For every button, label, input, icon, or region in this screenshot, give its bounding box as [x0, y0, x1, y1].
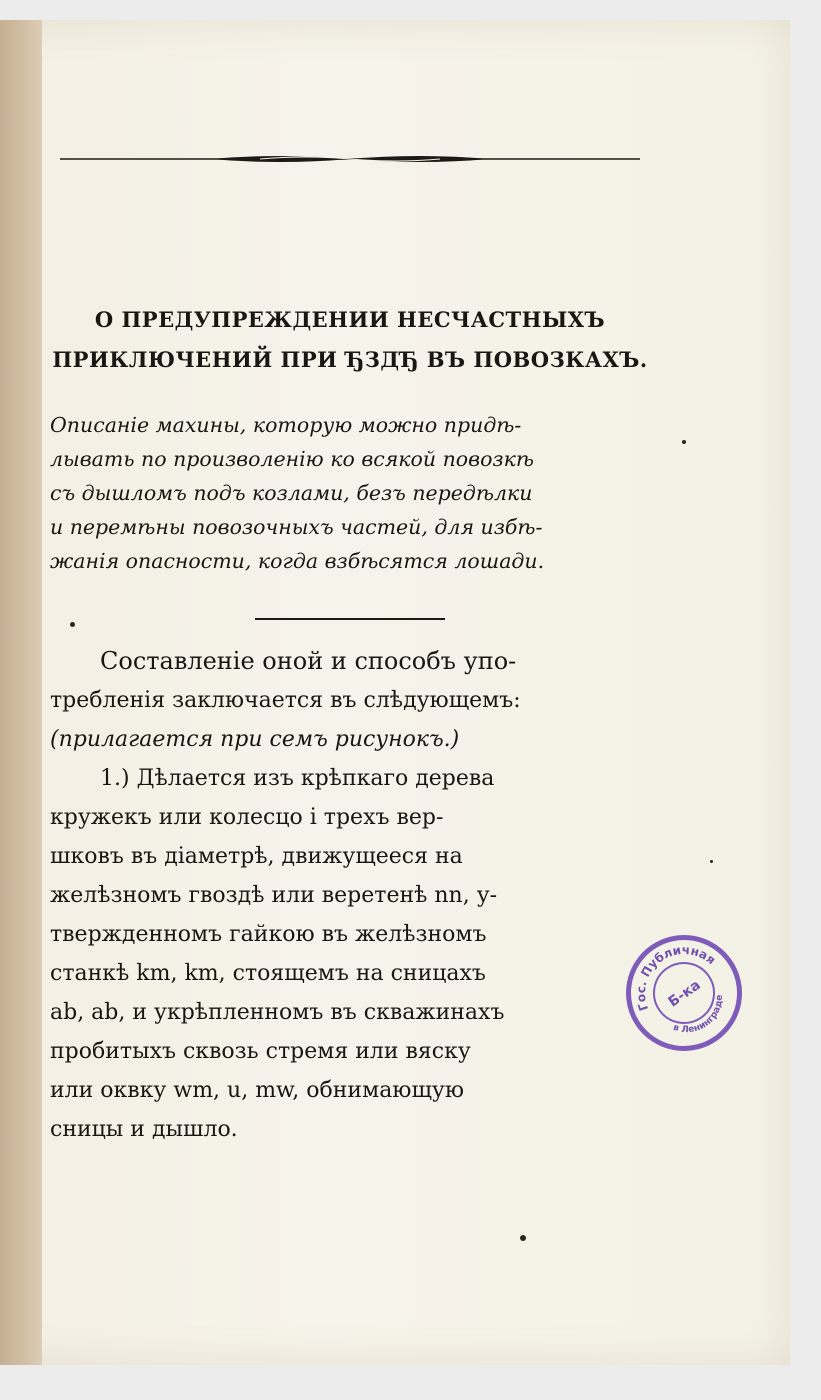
paper-speck	[682, 440, 686, 444]
ornamental-rule	[60, 152, 640, 166]
body-text	[50, 642, 650, 1149]
stamp-text-outer: Гос. Публичная	[633, 942, 719, 1013]
intro-line: (прилагается при семъ рисунокъ.)	[50, 727, 460, 752]
title-line-2: ПРИКЛЮЧЕНИЙ ПРИ ЂЗДЂ ВЪ ПОВОЗКАХЪ.	[52, 347, 648, 372]
intro-line: требленія заключается въ слѣдующемъ:	[50, 688, 521, 713]
paragraph-line: ab, ab, и укрѣпленномъ въ скважинахъ	[50, 1000, 505, 1025]
page-title	[50, 300, 650, 380]
page-content	[50, 300, 650, 1149]
stamp-text-bottom: в Ленинграде	[671, 994, 725, 1036]
paragraph-line: пробитыхъ сквозь стремя или вяску	[50, 1039, 471, 1064]
section-divider	[255, 618, 445, 620]
subtitle-line: жанія опасности, когда взбѣсятся лошади.	[50, 549, 545, 573]
subtitle-description	[50, 408, 650, 578]
paragraph-line: шковъ въ діаметрѣ, движущееся на	[50, 844, 463, 869]
paragraph-line: сницы и дышло.	[50, 1117, 238, 1142]
paper-speck	[520, 1235, 526, 1241]
subtitle-line: и перемѣны повозочныхъ частей, для избѣ-	[50, 515, 543, 539]
title-line-1: О ПРЕДУПРЕЖДЕНИИ НЕСЧАСТНЫХЪ	[94, 307, 606, 332]
intro-line: Составленіе оной и способъ упо-	[100, 647, 517, 675]
paragraph-line: 1.) Дѣлается изъ крѣпкаго дерева	[100, 766, 495, 791]
page-binding-edge	[0, 20, 42, 1365]
paragraph-line: кружекъ или колесцо і трехъ вер-	[50, 805, 444, 830]
paragraph-line: или оквку wm, u, mw, обнимающую	[50, 1078, 465, 1103]
subtitle-line: лывать по произволенію ко всякой повозкѣ	[50, 447, 534, 471]
paragraph-line: твержденномъ гайкою въ желѣзномъ	[50, 922, 487, 947]
paragraph-line: станкѣ km, km, стоящемъ на сницахъ	[50, 961, 486, 986]
subtitle-line: съ дышломъ подъ козлами, безъ передѣлки	[50, 481, 533, 505]
paper-speck	[710, 860, 713, 863]
subtitle-line: Описаніе махины, которую можно придѣ-	[50, 413, 522, 437]
paper-speck	[70, 622, 75, 627]
paragraph-line: желѣзномъ гвоздѣ или веретенѣ nn, у-	[50, 883, 498, 908]
stamp-text-inner: Б-ка	[665, 977, 704, 1011]
